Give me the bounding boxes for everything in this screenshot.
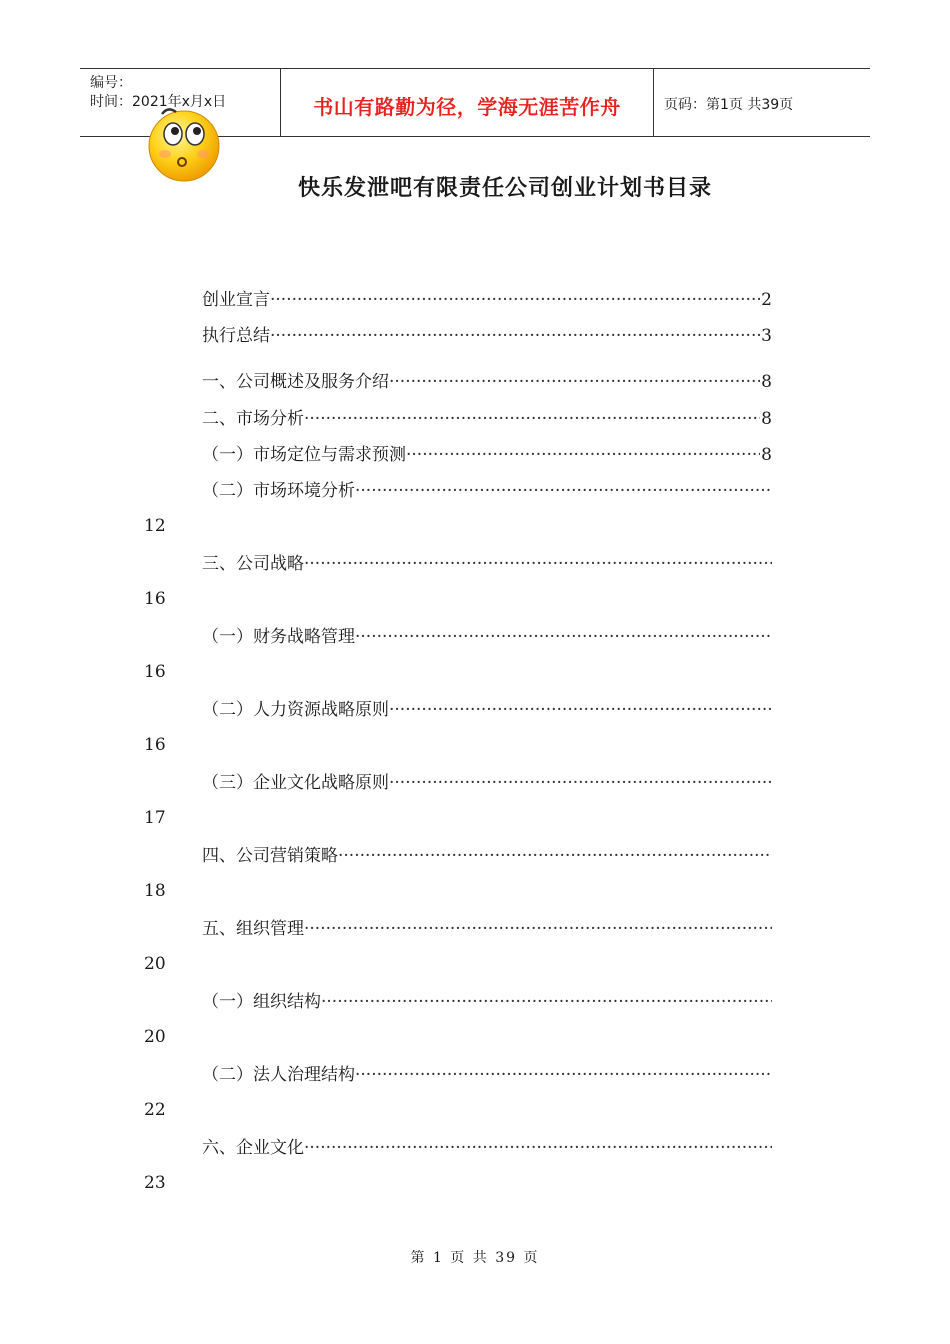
- toc-entry-label: 一、公司概述及服务介绍: [202, 372, 389, 392]
- toc-entry[interactable]: [202, 990, 772, 1014]
- toc-leader-dots: [304, 1136, 772, 1160]
- toc-entry-label: （一）组织结构: [202, 992, 321, 1012]
- toc-entry-label: 创业宣言: [202, 290, 270, 310]
- date-label: 时间：2021年x月x日: [90, 94, 227, 110]
- toc-entry[interactable]: [202, 552, 772, 576]
- toc-entry-label: （二）法人治理结构: [202, 1065, 355, 1085]
- toc-entry-page: 8: [761, 372, 772, 392]
- toc-entry-page: 2: [761, 290, 772, 310]
- toc-entry-page: 22: [144, 1100, 166, 1120]
- toc-leader-dots: [406, 443, 760, 467]
- smiley-face-icon: [140, 104, 228, 184]
- toc-entry-label: （三）企业文化战略原则: [202, 773, 389, 793]
- toc-entry[interactable]: [202, 443, 772, 467]
- toc-leader-dots: [355, 1063, 772, 1087]
- toc-entry-page: 16: [144, 589, 166, 609]
- toc-leader-dots: [355, 625, 772, 649]
- toc-leader-dots: [389, 698, 772, 722]
- document-title: 快乐发泄吧有限责任公司创业计划书目录: [298, 175, 713, 201]
- toc-entry[interactable]: [202, 288, 772, 312]
- toc-entry[interactable]: [202, 698, 772, 722]
- toc-entry-page: 17: [144, 808, 166, 828]
- toc-entry-label: （二）市场环境分析: [202, 481, 355, 501]
- toc-entry-page: 8: [761, 409, 772, 429]
- motto: 书山有路勤为径，学海无涯苦作舟: [313, 95, 621, 119]
- toc-leader-dots: [304, 917, 772, 941]
- toc-leader-dots: [389, 370, 760, 394]
- toc-entry-page: 18: [144, 881, 166, 901]
- toc-entry-label: （一）市场定位与需求预测: [202, 445, 406, 465]
- toc-entry[interactable]: [202, 1063, 772, 1087]
- toc-entry[interactable]: [202, 771, 772, 795]
- toc-leader-dots: [338, 844, 772, 868]
- toc-entry-page: 20: [144, 1027, 166, 1047]
- toc-entry-page: 23: [144, 1173, 166, 1193]
- toc-entry-page: 3: [761, 326, 772, 346]
- toc-entry[interactable]: [202, 479, 772, 503]
- toc-entry[interactable]: [202, 625, 772, 649]
- toc-leader-dots: [355, 479, 772, 503]
- toc-entry[interactable]: [202, 324, 772, 348]
- toc-leader-dots: [304, 552, 772, 576]
- number-label: 编号：: [90, 75, 132, 91]
- toc-entry-label: 四、公司营销策略: [202, 846, 338, 866]
- toc-entry[interactable]: [202, 844, 772, 868]
- header-page-cell: [654, 69, 870, 136]
- toc-entry-label: （一）财务战略管理: [202, 627, 355, 647]
- toc-leader-dots: [270, 324, 760, 348]
- toc-entry[interactable]: [202, 370, 772, 394]
- toc-entry-page: 8: [761, 445, 772, 465]
- toc-leader-dots: [304, 407, 760, 431]
- page-info: 页码：第1页 共39页: [664, 97, 794, 113]
- toc-entry[interactable]: [202, 407, 772, 431]
- toc-entry-label: （二）人力资源战略原则: [202, 700, 389, 720]
- toc-leader-dots: [321, 990, 772, 1014]
- toc-leader-dots: [270, 288, 760, 312]
- toc-entry-page: 16: [144, 662, 166, 682]
- toc-entry[interactable]: [202, 917, 772, 941]
- toc-entry-page: 20: [144, 954, 166, 974]
- toc-entry-label: 三、公司战略: [202, 554, 304, 574]
- toc-entry-label: 执行总结: [202, 326, 270, 346]
- toc-entry-label: 六、企业文化: [202, 1138, 304, 1158]
- page-footer: 第 1 页 共 39 页: [410, 1250, 540, 1266]
- toc-entry[interactable]: [202, 1136, 772, 1160]
- toc-entry-page: 12: [144, 516, 166, 536]
- toc-entry-label: 二、市场分析: [202, 409, 304, 429]
- toc-leader-dots: [389, 771, 772, 795]
- header-motto-cell: [281, 69, 654, 136]
- toc-entry-page: 16: [144, 735, 166, 755]
- toc-entry-label: 五、组织管理: [202, 919, 304, 939]
